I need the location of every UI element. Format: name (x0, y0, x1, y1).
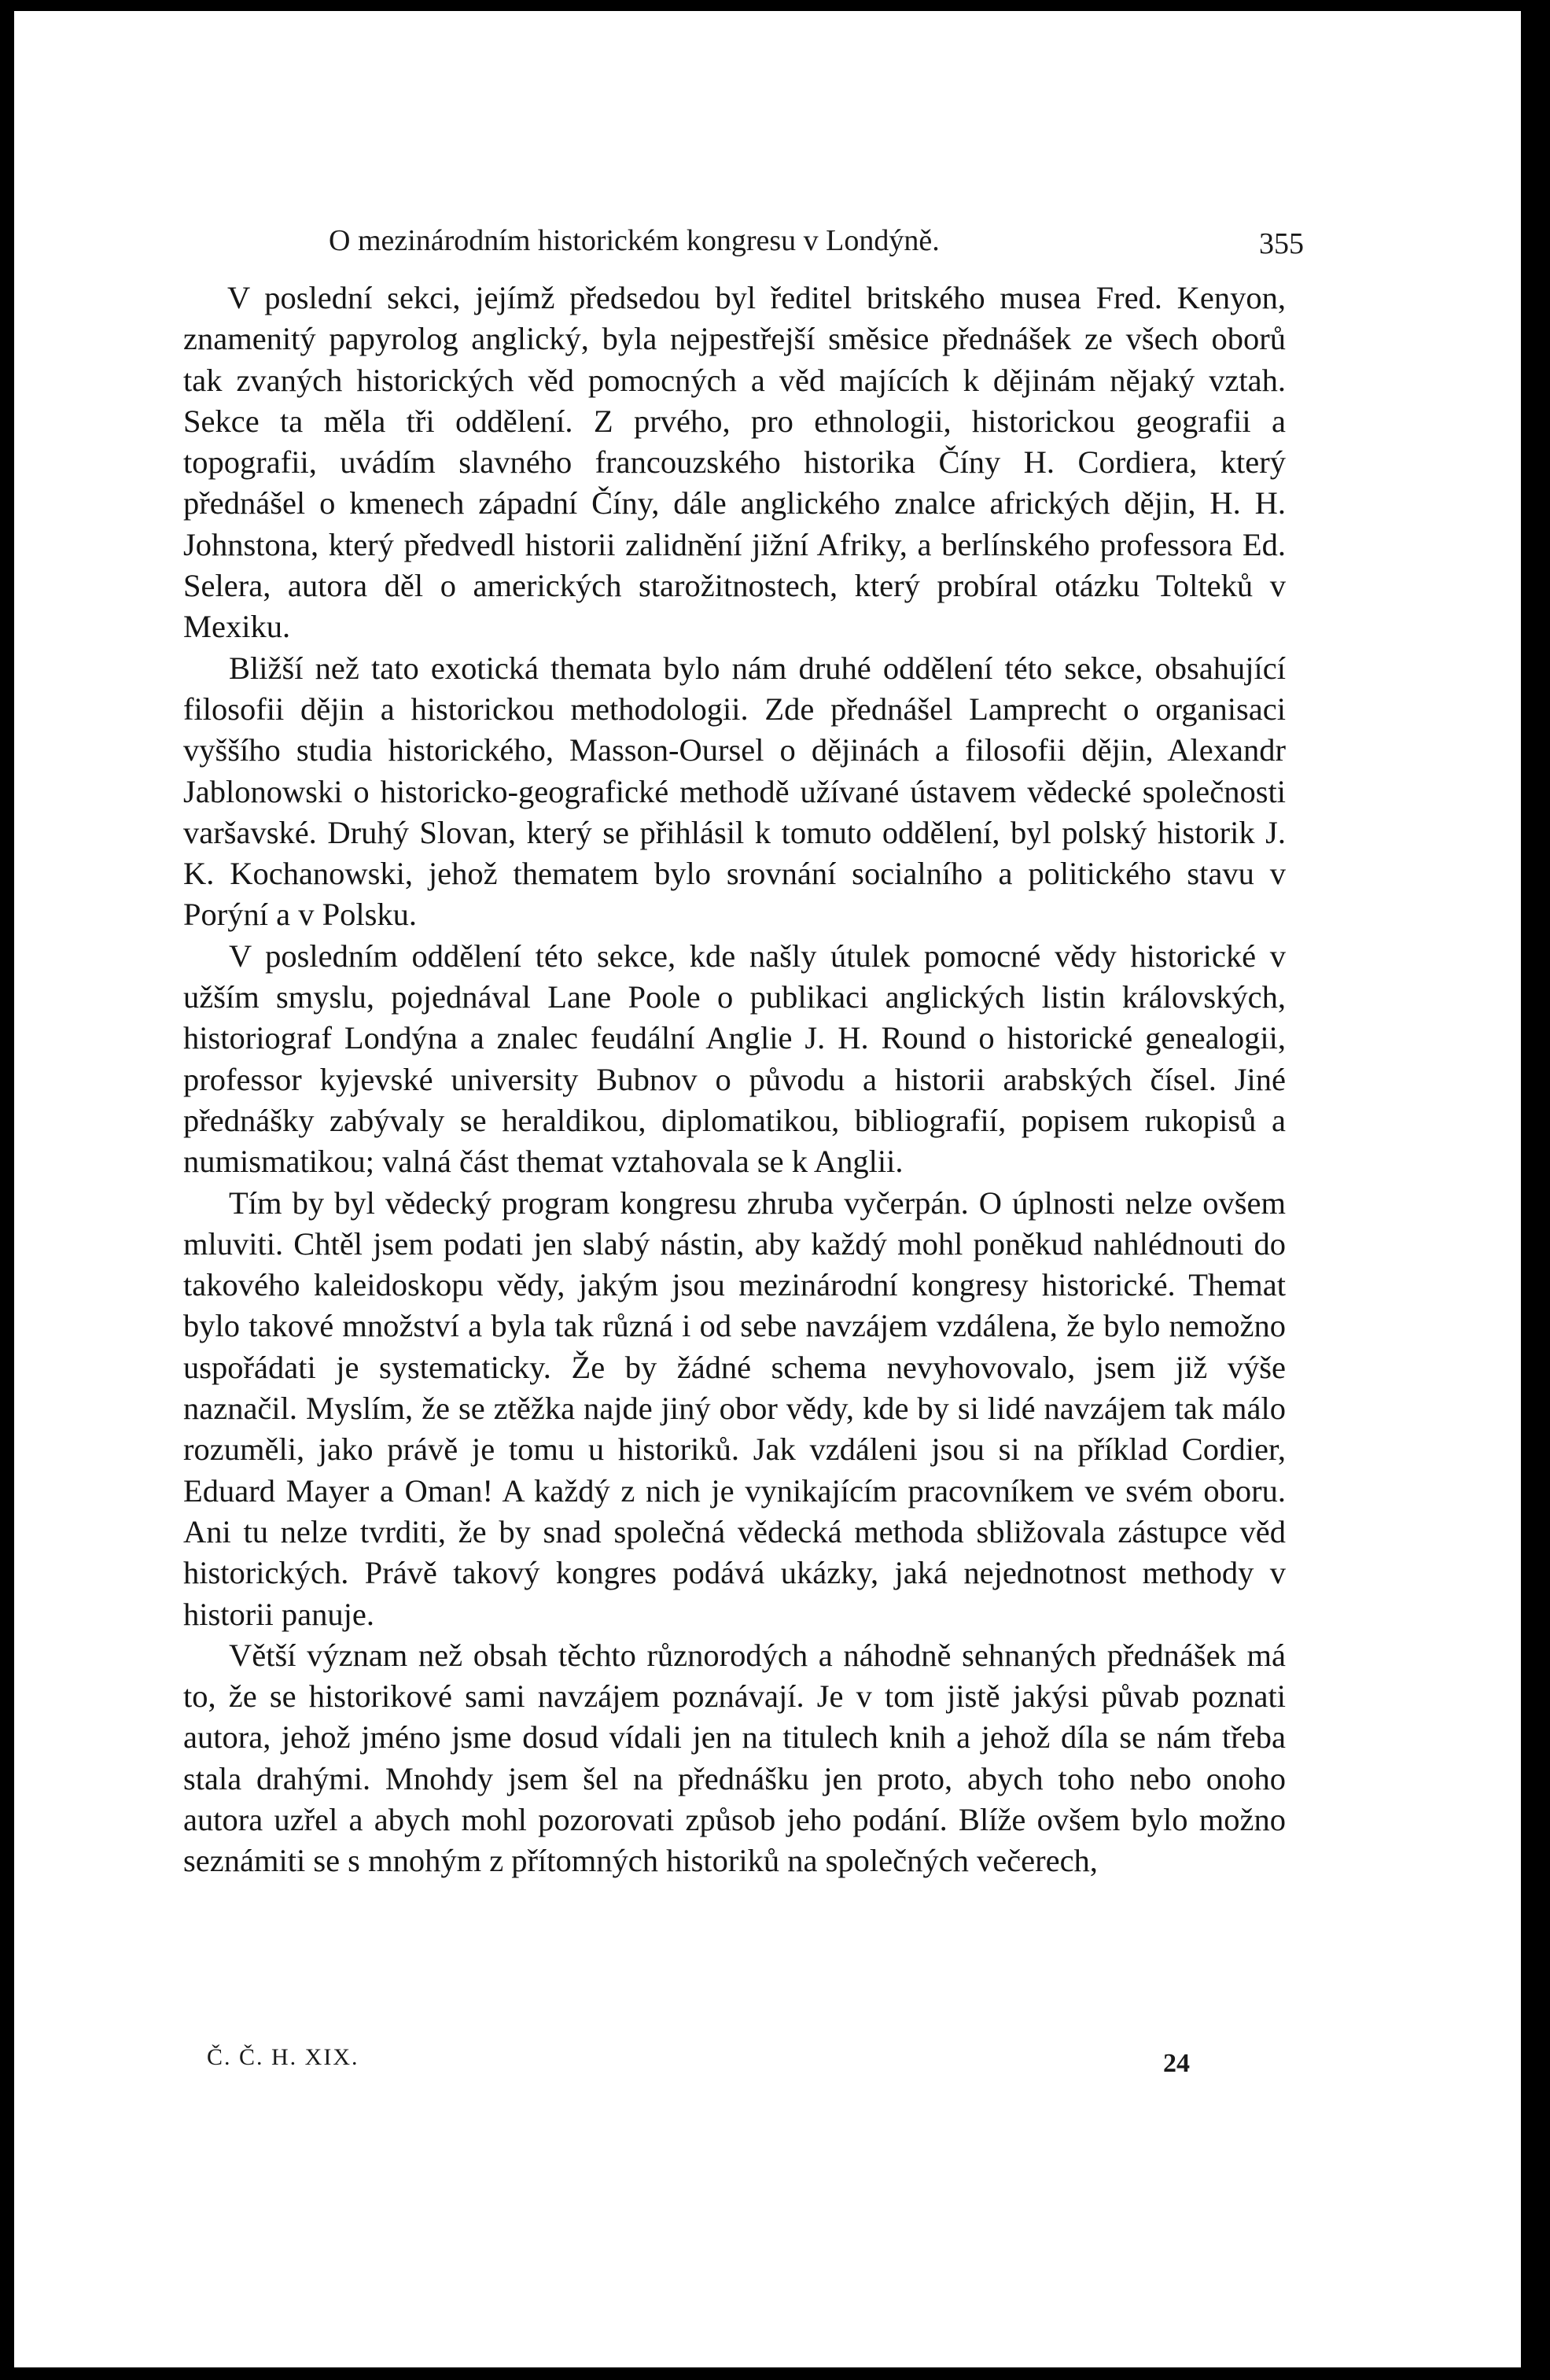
paragraph: Větší význam než obsah těchto různorodých a náhodně sehnaných přednášek má to, že se historikové sami navzájem poznávají. Je v tom jistě jakýsi půvab poznati autora, jehož jméno jsme dosud vídali jen na titulech knih a jehož díla se nám třeba stala drahými. Mnohdy jsem šel na přednášku jen proto, abych toho nebo onoho autora uzřel a abych mohl pozorovati způsob jeho podání. Blíže ovšem bylo možno seznámiti se s mnohým z přítomných historiků na společných večerech, (183, 1637, 1286, 1879)
page-footer (207, 2042, 1190, 2089)
paragraph: Tím by byl vědecký program kongresu zhruba vyčerpán. O úplnosti nelze ovšem mluviti. Chtěl jsem podati jen slabý nástin, aby každý mohl poněkud nahlédnouti do takového kaleidoskopu vědy, jakým jsou mezinárodní kongresy historické. Themat bylo takové množství a byla tak různá i od sebe navzájem vzdálena, že bylo nemožno uspořádati je systematicky. Že by žádné schema nevyhovovalo, jsem již výše naznačil. Myslím, že se ztěžka najde jiný obor vědy, kde by si lidé navzájem tak málo rozuměli, jako právě je tomu u historiků. Jak vzdáleni jsou si na příklad Cordier, Eduard Mayer a Oman! A každý z nich je vynikajícím pracovníkem ve svém oboru. Ani tu nelze tvrditi, že by snad společná vědecká methoda sbližovala zástupce věd historických. Právě takový kongres podává ukázky, jaká nejednotnost methody v historii panuje. (183, 1184, 1286, 1632)
paragraph: V poslední sekci, jejímž předsedou byl ředitel britského musea Fred. Kenyon, znamenitý papyrolog anglický, byla nejpestřejší směsice přednášek ze všech oborů tak zvaných historických věd pomocných a věd majících k dějinám nějaký vztah. Sekce ta měla tři oddělení. Z prvého, pro ethnologii, historickou geografii a topografii, uvádím slavného francouzského historika Číny H. Cordiera, který přednášel o kmenech západní Číny, dále anglického znalce afrických dějin, H. H. Johnstona, který předvedl historii zalidnění jižní Afriky, a berlínského professora Ed. Selera, autora děl o amerických starožitnostech, který probíral otázku Tolteků v Mexiku. (183, 280, 1286, 645)
paragraph: V posledním oddělení této sekce, kde našly útulek pomocné vědy historické v užším smyslu, pojednával Lane Poole o publikaci anglických listin královských, historiograf Londýna a znalec feudální Anglie J. H. Round o historické genealogii, professor kyjevské university Bubnov o původu a historii arabských čísel. Jiné přednášky zabývaly se heraldikou, diplomatikou, bibliografií, popisem rukopisů a numismatikou; valná část themat vztahovala se k Anglii. (183, 938, 1286, 1180)
signature-mark: Č. Č. H. XIX. (207, 2044, 359, 2070)
page-number: 355 (1259, 227, 1304, 260)
sheet-number: 24 (1163, 2049, 1190, 2078)
running-title: O mezinárodním historickém kongresu v Londýně. (329, 224, 940, 257)
body-text (183, 278, 1286, 1882)
book-page (14, 11, 1521, 2367)
running-header (329, 217, 1304, 264)
paragraph: Bližší než tato exotická themata bylo nám druhé oddělení této sekce, obsahující filosofii dějin a historickou methodologii. Zde přednášel Lamprecht o organisaci vyššího studia historického, Masson-Oursel o dějinách a filosofii dějin, Alexandr Jablonowski o historicko-geografické methodě užívané ústavem vědecké společnosti varšavské. Druhý Slovan, který se přihlásil k tomuto oddělení, byl polský historik J. K. Kochanowski, jehož thematem bylo srovnání socialního a politického stavu v Porýní a v Polsku. (183, 650, 1286, 933)
